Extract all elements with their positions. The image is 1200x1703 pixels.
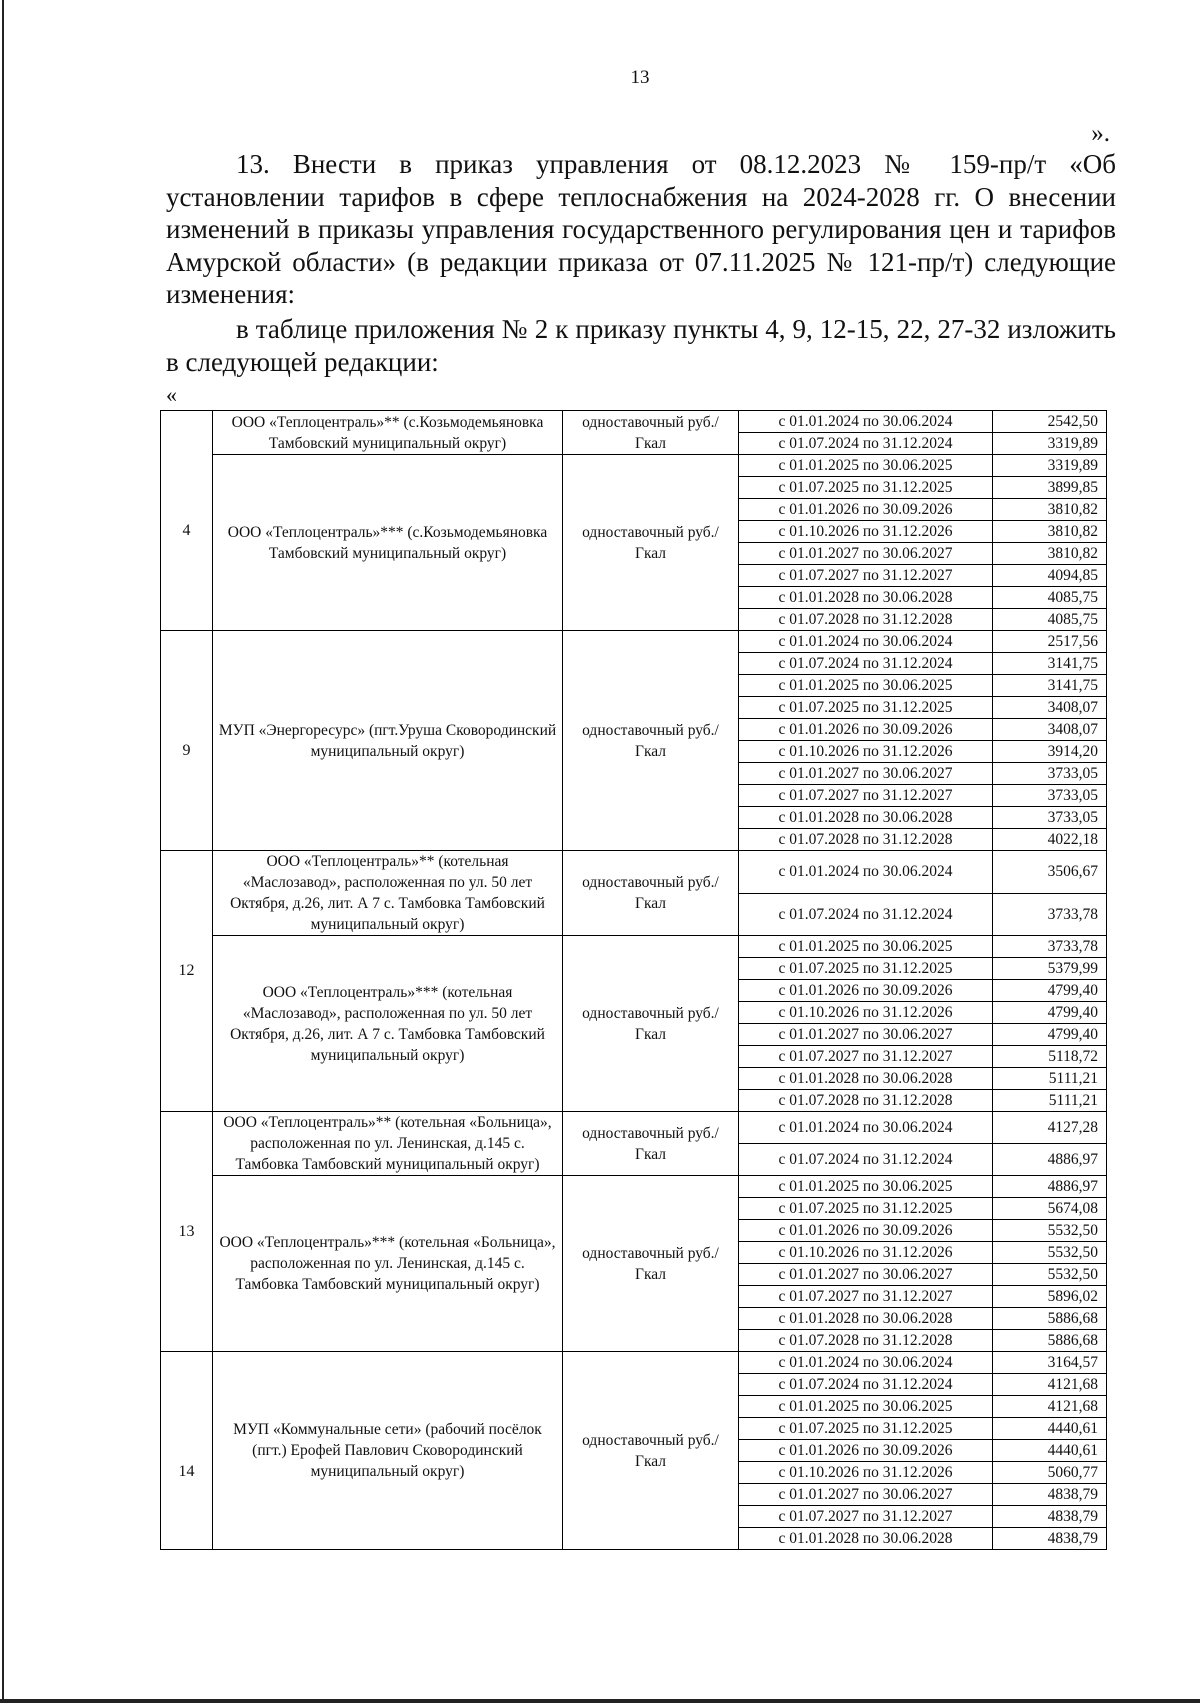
tariff-value: 3733,05 — [993, 785, 1107, 807]
tariff-period: с 01.07.2027 по 31.12.2027 — [739, 1286, 993, 1308]
tariff-period: с 01.01.2024 по 30.06.2024 — [739, 1112, 993, 1144]
table-row — [161, 631, 1107, 653]
table-row — [161, 411, 1107, 433]
tariff-table — [160, 410, 1107, 1550]
tariff-period: с 01.07.2024 по 31.12.2024 — [739, 1374, 993, 1396]
tariff-period: с 01.10.2026 по 31.12.2026 — [739, 1242, 993, 1264]
table-row — [161, 851, 1107, 894]
tariff-type: одноставочный руб./Гкал — [563, 411, 739, 455]
tariff-period: с 01.07.2025 по 31.12.2025 — [739, 1198, 993, 1220]
tariff-period: с 01.01.2026 по 30.09.2026 — [739, 719, 993, 741]
tariff-value: 5532,50 — [993, 1242, 1107, 1264]
paragraph-table-instruction: в таблице приложения № 2 к приказу пункты 4, 9, 12-15, 22, 27-32 изложить в следующей редакции: — [166, 314, 1116, 377]
tariff-value: 3899,85 — [993, 477, 1107, 499]
scan-edge-bottom — [0, 1699, 1200, 1703]
tariff-value: 3733,78 — [993, 893, 1107, 936]
tariff-value: 3506,67 — [993, 851, 1107, 894]
tariff-period: с 01.01.2025 по 30.06.2025 — [739, 675, 993, 697]
item-number: 4 — [161, 411, 213, 631]
table-row — [161, 936, 1107, 958]
tariff-period: с 01.01.2025 по 30.06.2025 — [739, 936, 993, 958]
tariff-type: одноставочный руб./Гкал — [563, 1112, 739, 1176]
tariff-period: с 01.07.2028 по 31.12.2028 — [739, 1330, 993, 1352]
tariff-value: 4838,79 — [993, 1484, 1107, 1506]
tariff-type: одноставочный руб./Гкал — [563, 1176, 739, 1352]
organization-name: МУП «Коммунальные сети» (рабочий посёлок (пгт.) Ерофей Павлович Сковородинский муниципальный округ) — [213, 1352, 563, 1550]
tariff-period: с 01.07.2024 по 31.12.2024 — [739, 1144, 993, 1176]
tariff-table-body — [161, 411, 1107, 1550]
organization-name: ООО «Теплоцентраль»** (котельная «Больница», расположенная по ул. Ленинская, д.145 с. Тамбовка Тамбовский муниципальный округ) — [213, 1112, 563, 1176]
organization-name: ООО «Теплоцентраль»** (с.Козьмодемьяновка Тамбовский муниципальный округ) — [213, 411, 563, 455]
table-row — [161, 455, 1107, 477]
scan-edge-left — [2, 0, 4, 1703]
tariff-period: с 01.01.2027 по 30.06.2027 — [739, 543, 993, 565]
tariff-period: с 01.07.2025 по 31.12.2025 — [739, 697, 993, 719]
item-number: 14 — [161, 1352, 213, 1550]
tariff-period: с 01.01.2025 по 30.06.2025 — [739, 1176, 993, 1198]
tariff-value: 4838,79 — [993, 1506, 1107, 1528]
tariff-period: с 01.01.2025 по 30.06.2025 — [739, 1396, 993, 1418]
tariff-value: 5532,50 — [993, 1220, 1107, 1242]
tariff-period: с 01.01.2026 по 30.09.2026 — [739, 980, 993, 1002]
tariff-value: 2517,56 — [993, 631, 1107, 653]
tariff-value: 3319,89 — [993, 433, 1107, 455]
tariff-value: 4121,68 — [993, 1374, 1107, 1396]
tariff-period: с 01.07.2024 по 31.12.2024 — [739, 433, 993, 455]
tariff-period: с 01.01.2026 по 30.09.2026 — [739, 1220, 993, 1242]
tariff-period: с 01.10.2026 по 31.12.2026 — [739, 521, 993, 543]
tariff-type: одноставочный руб./Гкал — [563, 1352, 739, 1550]
tariff-value: 3810,82 — [993, 521, 1107, 543]
tariff-value: 4799,40 — [993, 1024, 1107, 1046]
tariff-value: 4440,61 — [993, 1440, 1107, 1462]
tariff-value: 4799,40 — [993, 980, 1107, 1002]
tariff-type: одноставочный руб./Гкал — [563, 631, 739, 851]
tariff-value: 3914,20 — [993, 741, 1107, 763]
tariff-value: 4886,97 — [993, 1144, 1107, 1176]
tariff-period: с 01.07.2025 по 31.12.2025 — [739, 477, 993, 499]
tariff-value: 5118,72 — [993, 1046, 1107, 1068]
tariff-period: с 01.01.2028 по 30.06.2028 — [739, 1308, 993, 1330]
tariff-period: с 01.07.2028 по 31.12.2028 — [739, 1090, 993, 1112]
tariff-value: 4022,18 — [993, 829, 1107, 851]
tariff-value: 3408,07 — [993, 719, 1107, 741]
tariff-period: с 01.07.2025 по 31.12.2025 — [739, 958, 993, 980]
tariff-type: одноставочный руб./Гкал — [563, 851, 739, 936]
tariff-value: 5532,50 — [993, 1264, 1107, 1286]
closing-quote: ». — [1091, 120, 1110, 147]
organization-name: ООО «Теплоцентраль»*** (котельная «Больница», расположенная по ул. Ленинская, д.145 с. Тамбовка Тамбовский муниципальный округ) — [213, 1176, 563, 1352]
tariff-value: 4094,85 — [993, 565, 1107, 587]
table-row — [161, 1112, 1107, 1144]
page-number: 13 — [630, 67, 650, 88]
tariff-period: с 01.01.2028 по 30.06.2028 — [739, 587, 993, 609]
tariff-type: одноставочный руб./Гкал — [563, 455, 739, 631]
organization-name: ООО «Теплоцентраль»*** (котельная «Маслозавод», расположенная по ул. 50 лет Октября, д.26, лит. А 7 с. Тамбовка Тамбовский муниципальный округ) — [213, 936, 563, 1112]
tariff-period: с 01.10.2026 по 31.12.2026 — [739, 1002, 993, 1024]
tariff-value: 4127,28 — [993, 1112, 1107, 1144]
tariff-value: 3141,75 — [993, 675, 1107, 697]
organization-name: ООО «Теплоцентраль»*** (с.Козьмодемьяновка Тамбовский муниципальный округ) — [213, 455, 563, 631]
tariff-value: 3733,78 — [993, 936, 1107, 958]
table-row — [161, 1352, 1107, 1374]
tariff-value: 3733,05 — [993, 807, 1107, 829]
tariff-period: с 01.01.2028 по 30.06.2028 — [739, 807, 993, 829]
opening-quote: « — [166, 382, 177, 407]
organization-name: ООО «Теплоцентраль»** (котельная «Маслозавод», расположенная по ул. 50 лет Октября, д.26, лит. А 7 с. Тамбовка Тамбовский муниципальный округ) — [213, 851, 563, 936]
tariff-value: 5886,68 — [993, 1308, 1107, 1330]
tariff-period: с 01.10.2026 по 31.12.2026 — [739, 1462, 993, 1484]
organization-name: МУП «Энергоресурс» (пгт.Уруша Сковородинский муниципальный округ) — [213, 631, 563, 851]
tariff-value: 4121,68 — [993, 1396, 1107, 1418]
tariff-value: 4085,75 — [993, 609, 1107, 631]
table-row — [161, 1176, 1107, 1198]
tariff-period: с 01.01.2028 по 30.06.2028 — [739, 1528, 993, 1550]
tariff-period: с 01.07.2024 по 31.12.2024 — [739, 653, 993, 675]
tariff-period: с 01.07.2024 по 31.12.2024 — [739, 893, 993, 936]
tariff-value: 3733,05 — [993, 763, 1107, 785]
tariff-value: 5896,02 — [993, 1286, 1107, 1308]
tariff-period: с 01.01.2024 по 30.06.2024 — [739, 851, 993, 894]
tariff-period: с 01.01.2027 по 30.06.2027 — [739, 763, 993, 785]
tariff-period: с 01.01.2024 по 30.06.2024 — [739, 631, 993, 653]
tariff-period: с 01.01.2025 по 30.06.2025 — [739, 455, 993, 477]
tariff-period: с 01.07.2027 по 31.12.2027 — [739, 565, 993, 587]
tariff-period: с 01.01.2024 по 30.06.2024 — [739, 1352, 993, 1374]
tariff-value: 3164,57 — [993, 1352, 1107, 1374]
tariff-value: 4886,97 — [993, 1176, 1107, 1198]
tariff-period: с 01.10.2026 по 31.12.2026 — [739, 741, 993, 763]
tariff-value: 5111,21 — [993, 1090, 1107, 1112]
tariff-value: 3408,07 — [993, 697, 1107, 719]
tariff-value: 4440,61 — [993, 1418, 1107, 1440]
tariff-value: 5674,08 — [993, 1198, 1107, 1220]
item-number: 12 — [161, 851, 213, 1112]
tariff-period: с 01.01.2027 по 30.06.2027 — [739, 1484, 993, 1506]
tariff-value: 4799,40 — [993, 1002, 1107, 1024]
item-number: 13 — [161, 1112, 213, 1352]
tariff-period: с 01.07.2027 по 31.12.2027 — [739, 785, 993, 807]
tariff-period: с 01.01.2026 по 30.09.2026 — [739, 1440, 993, 1462]
tariff-value: 3319,89 — [993, 455, 1107, 477]
tariff-period: с 01.01.2028 по 30.06.2028 — [739, 1068, 993, 1090]
tariff-value: 4838,79 — [993, 1528, 1107, 1550]
tariff-period: с 01.07.2028 по 31.12.2028 — [739, 829, 993, 851]
tariff-value: 5379,99 — [993, 958, 1107, 980]
tariff-period: с 01.01.2024 по 30.06.2024 — [739, 411, 993, 433]
tariff-period: с 01.07.2027 по 31.12.2027 — [739, 1046, 993, 1068]
tariff-period: с 01.07.2028 по 31.12.2028 — [739, 609, 993, 631]
paragraph-amendment: 13. Внести в приказ управления от 08.12.2023 № 159-пр/т «Об установлении тарифов в сфере теплоснабжения на 2024-2028 гг. О внесении изменений в приказы управления государственного регулирования цен и тарифов Амурской области» (в редакции приказа от 07.11.2025 № 121-пр/т) следующие изменения: — [166, 149, 1116, 309]
tariff-value: 3810,82 — [993, 543, 1107, 565]
tariff-period: с 01.01.2026 по 30.09.2026 — [739, 499, 993, 521]
tariff-period: с 01.07.2025 по 31.12.2025 — [739, 1418, 993, 1440]
tariff-value: 3141,75 — [993, 653, 1107, 675]
tariff-value: 3810,82 — [993, 499, 1107, 521]
tariff-value: 5886,68 — [993, 1330, 1107, 1352]
tariff-value: 5111,21 — [993, 1068, 1107, 1090]
tariff-value: 5060,77 — [993, 1462, 1107, 1484]
tariff-period: с 01.01.2027 по 30.06.2027 — [739, 1264, 993, 1286]
tariff-type: одноставочный руб./Гкал — [563, 936, 739, 1112]
tariff-period: с 01.01.2027 по 30.06.2027 — [739, 1024, 993, 1046]
tariff-value: 4085,75 — [993, 587, 1107, 609]
tariff-period: с 01.07.2027 по 31.12.2027 — [739, 1506, 993, 1528]
item-number: 9 — [161, 631, 213, 851]
tariff-value: 2542,50 — [993, 411, 1107, 433]
